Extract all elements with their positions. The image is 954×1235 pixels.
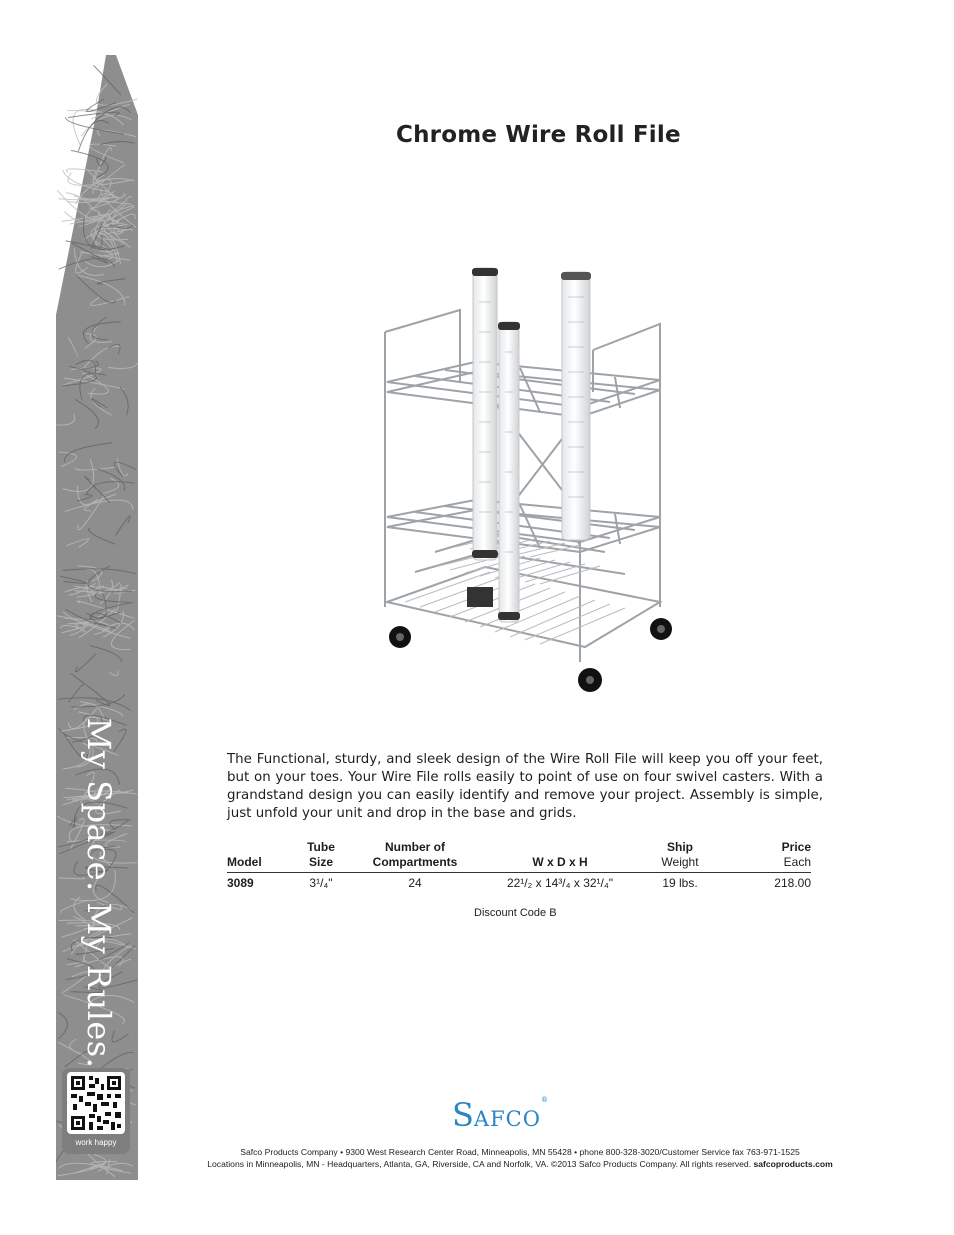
- spec-table: [227, 840, 811, 890]
- side-slogan: [70, 717, 128, 1069]
- table-row: [227, 873, 811, 891]
- footer: [150, 1146, 890, 1170]
- header-compartments-top: Number of: [385, 840, 445, 854]
- cell-compartments: 24: [408, 876, 422, 890]
- discount-code: Discount Code B: [474, 907, 557, 919]
- footer-website-link[interactable]: safcoproducts.com: [753, 1159, 833, 1169]
- header-ship: Weight: [643, 855, 717, 873]
- logo-rest: AFCO: [473, 1107, 541, 1131]
- cell-model: 3089: [227, 876, 254, 890]
- product-image: [375, 262, 680, 700]
- logo-registered-mark: ®: [540, 1096, 548, 1104]
- qr-code-icon: [67, 1072, 125, 1134]
- header-compartments: Compartments: [353, 855, 477, 873]
- header-model-top: [227, 840, 289, 855]
- header-tube-top: Tube: [307, 840, 335, 854]
- header-price: Each: [717, 855, 811, 873]
- footer-locations: [150, 1158, 890, 1170]
- cell-dimensions: 22¹/₂ x 14³/₄ x 32¹/₄": [506, 876, 614, 890]
- safco-logo[interactable]: [452, 1096, 548, 1134]
- qr-caption: work happy: [75, 1138, 117, 1147]
- footer-locations-text: Locations in Minneapolis, MN - Headquarters, Atlanta, GA, Riverside, CA and Norfolk, VA. ©2013 Safco Products Company. All rights reserved.: [207, 1159, 754, 1169]
- page-title: Chrome Wire Roll File: [396, 122, 681, 148]
- header-dimensions-top: [477, 840, 643, 855]
- wire-roll-file-illustration: [375, 262, 680, 700]
- cell-ship: 19 lbs.: [662, 876, 698, 890]
- qr-code-badge[interactable]: [62, 1068, 130, 1154]
- header-model: Model: [227, 855, 289, 873]
- cell-tube: 3¹/₄": [309, 876, 333, 890]
- product-description: The Functional, sturdy, and sleek design of the Wire Roll File will keep you off your feet, but on your toes. Your Wire File rolls easily to point of use on four swivel casters. With a grandstand design you can easily identify and remove your project. Assembly is simple, just unfold your unit and drop in the base and grids.: [227, 752, 823, 821]
- footer-address: Safco Products Company • 9300 West Research Center Road, Minneapolis, MN 55428 • phone 800-328-3020/Customer Service fax 763-971-1525: [240, 1147, 800, 1157]
- slogan-text: My Space. My Rules.: [80, 717, 118, 1069]
- qr-code: [67, 1072, 125, 1134]
- header-ship-top: Ship: [667, 840, 693, 854]
- logo-initial: S: [452, 1096, 474, 1134]
- header-dimensions: W x D x H: [477, 855, 643, 873]
- cell-price: 218.00: [774, 876, 811, 890]
- header-price-top: Price: [781, 840, 811, 854]
- header-tube: Size: [289, 855, 353, 873]
